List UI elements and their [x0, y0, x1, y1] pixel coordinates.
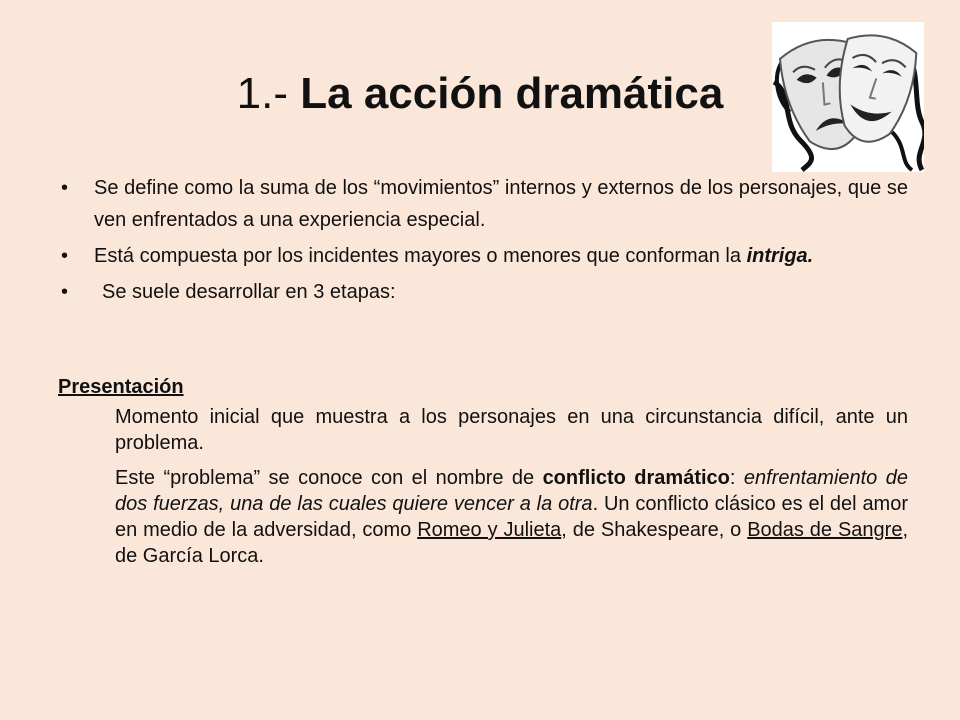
bullet-item-composition	[58, 240, 908, 272]
presentacion-section	[58, 374, 908, 578]
bullet-item-stages	[58, 276, 908, 308]
theatre-masks-image	[772, 22, 924, 172]
bullet-text: Se suele desarrollar en 3 etapas:	[102, 281, 396, 303]
bullet-text: Se define como la suma de los “movimientos” internos y externos de los personajes, que se ven enfrentados a una experiencia especial.	[94, 177, 908, 231]
work-bodas-de-sangre: Bodas de Sangre	[747, 519, 903, 541]
paragraph-conflict: Este “problema” se conoce con el nombre de conflicto dramático: enfrentamiento de dos fuerzas, una de las cuales quiere vencer a la otra. Un conflicto clásico es el del amor en medio de la adversidad, como Romeo y Julieta, de Shakespeare, o Bodas de Sangre, de García Lorca.	[115, 467, 909, 567]
work-romeo-y-julieta: Romeo y Julieta	[417, 519, 562, 541]
theatre-masks-icon	[772, 22, 924, 172]
title-main: La acción dramática	[300, 69, 724, 118]
intriga-term: intriga.	[746, 245, 814, 267]
bullet-item-definition	[58, 172, 908, 236]
bullet-list	[58, 172, 908, 312]
conflict-term: conflicto dramático	[542, 467, 730, 489]
conflict-definition: enfrentamiento de dos fuerzas, una de las cuales quiere vencer a la otra	[115, 467, 908, 515]
section-heading: Presentación	[58, 376, 184, 398]
paragraph-moment: Momento inicial que muestra a los personajes en una circunstancia difícil, ante un problema.	[115, 406, 908, 454]
title-prefix: 1.-	[236, 69, 301, 118]
bullet-text: Está compuesta por los incidentes mayores o menores que conforman la	[94, 245, 747, 267]
